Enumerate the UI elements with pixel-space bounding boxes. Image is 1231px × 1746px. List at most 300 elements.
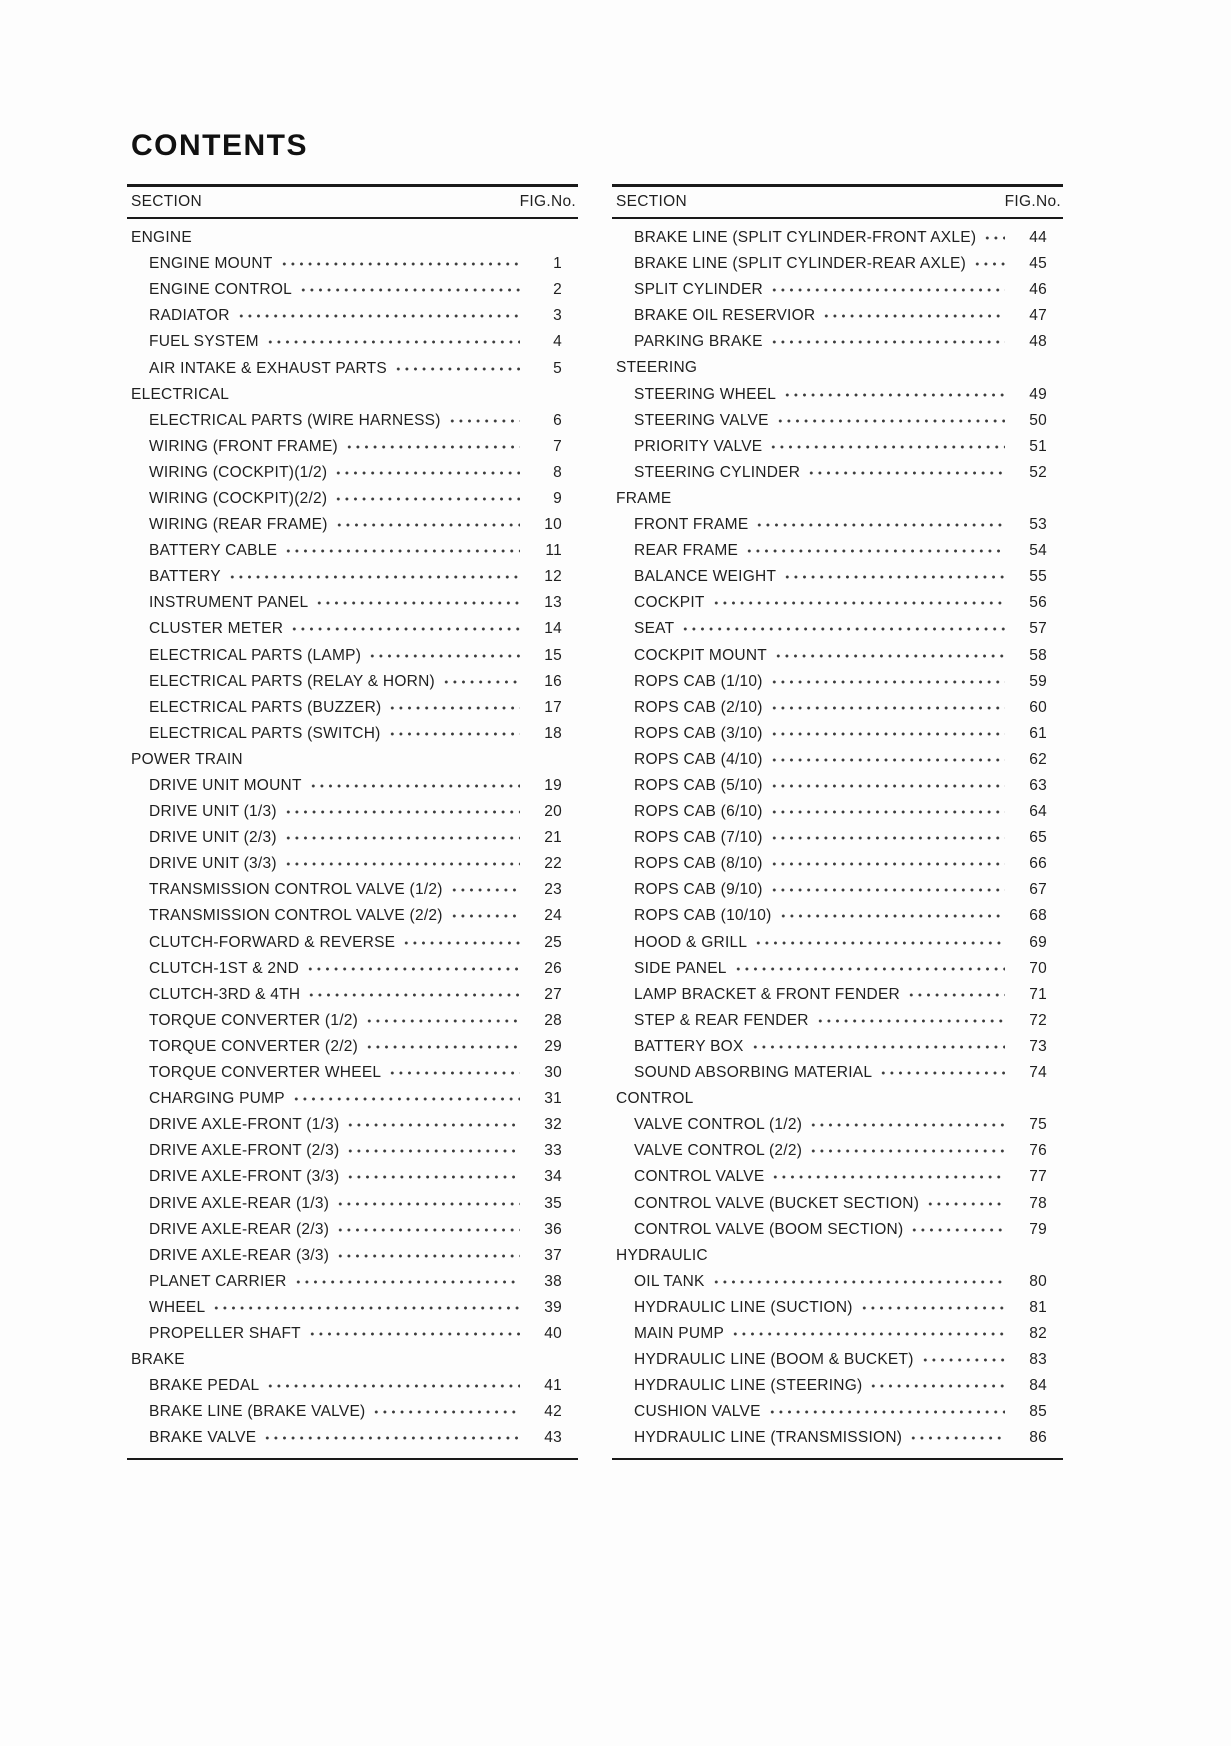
toc-row [612,903,1063,929]
toc-entry-label: ENGINE MOUNT [149,255,273,273]
toc-entry-label: ROPS CAB (4/10) [634,750,763,768]
toc-row [612,329,1063,355]
toc-row [612,721,1063,747]
toc-entry-fig-no: 58 [1029,646,1047,664]
dotted-leader [983,235,1005,241]
dotted-leader [771,1174,1005,1180]
toc-entry-label: DRIVE AXLE-REAR (3/3) [149,1246,330,1264]
toc-entry-label: HYDRAULIC LINE (STEERING) [634,1377,863,1395]
dotted-leader [770,835,1005,841]
dotted-leader [388,1070,520,1076]
dotted-leader [770,861,1005,867]
dotted-leader [768,1409,1005,1415]
toc-entry-label: ROPS CAB (9/10) [634,881,763,899]
toc-group-heading: ENGINE [131,229,192,246]
toc-entry-label: STEERING VALVE [634,411,769,429]
toc-entry-label: WHEEL [149,1298,206,1316]
dotted-leader [336,1253,520,1259]
dotted-leader [712,600,1005,606]
toc-row [127,1243,578,1269]
dotted-leader [879,1070,1005,1076]
dotted-leader [681,626,1005,632]
toc-entry-label: PLANET CARRIER [149,1272,287,1290]
page-title: CONTENTS [131,129,308,162]
toc-row [127,486,578,512]
toc-entry-fig-no: 70 [1029,959,1047,977]
dotted-leader [770,339,1005,345]
dotted-leader [336,1227,520,1233]
toc-entry-fig-no: 71 [1029,985,1047,1003]
toc-entry-label: DRIVE AXLE-FRONT (3/3) [149,1168,340,1186]
toc-entry-label: ROPS CAB (8/10) [634,855,763,873]
toc-entry-label: CLUTCH-1ST & 2ND [149,959,300,977]
toc-row [127,1164,578,1190]
dotted-leader [776,418,1005,424]
toc-list [612,219,1063,1458]
toc-entry-fig-no: 27 [544,985,562,1003]
dotted-leader [770,757,1005,763]
toc-entry-label: WIRING (FRONT FRAME) [149,437,338,455]
toc-entry-fig-no: 86 [1029,1429,1047,1447]
toc-entry-fig-no: 34 [544,1168,562,1186]
toc-entry-fig-no: 73 [1029,1037,1047,1055]
toc-row [127,616,578,642]
toc-entry-label: DRIVE AXLE-FRONT (2/3) [149,1142,340,1160]
toc-row [612,277,1063,303]
toc-row [127,355,578,381]
toc-entry-label: ROPS CAB (10/10) [634,907,772,925]
toc-entry-fig-no: 28 [544,1011,562,1029]
toc-entry-label: CLUSTER METER [149,620,284,638]
toc-entry-label: RADIATOR [149,307,230,325]
column-header-row [127,184,578,219]
toc-entry-fig-no: 77 [1029,1168,1047,1186]
dotted-leader [910,1227,1005,1233]
toc-entry-fig-no: 14 [544,620,562,638]
toc-entry-fig-no: 78 [1029,1194,1047,1212]
toc-entry-fig-no: 18 [544,724,562,742]
toc-list [127,219,578,1458]
toc-entry-fig-no: 45 [1029,255,1047,273]
bottom-rule [127,1458,578,1460]
toc-group-heading: STEERING [616,359,698,377]
toc-row [612,1164,1063,1190]
section-column-header: SECTION [131,193,202,210]
toc-row [612,564,1063,590]
toc-row [127,590,578,616]
toc-entry-fig-no: 6 [553,411,562,429]
contents-column-right [612,184,1063,1460]
toc-entry-label: BATTERY BOX [634,1037,744,1055]
toc-row [612,956,1063,982]
toc-entry-fig-no: 32 [544,1116,562,1134]
toc-entry-fig-no: 59 [1029,672,1047,690]
toc-entry-label: TORQUE CONVERTER WHEEL [149,1064,382,1082]
toc-row [612,669,1063,695]
toc-entry-label: WIRING (REAR FRAME) [149,516,328,534]
toc-entry-label: MAIN PUMP [634,1324,725,1342]
toc-row [127,1425,578,1451]
dotted-leader [770,783,1005,789]
toc-entry-label: ROPS CAB (2/10) [634,698,763,716]
dotted-leader [448,418,520,424]
toc-entry-label: CONTROL VALVE (BOOM SECTION) [634,1220,904,1238]
dotted-leader [284,861,520,867]
toc-row [612,434,1063,460]
dotted-leader [334,496,520,502]
toc-entry-fig-no: 46 [1029,281,1047,299]
toc-entry-fig-no: 12 [544,568,562,586]
toc-entry-fig-no: 22 [544,855,562,873]
toc-row [612,1217,1063,1243]
toc-entry-label: CONTROL VALVE [634,1168,765,1186]
toc-row [127,643,578,669]
toc-entry-label: CLUTCH-3RD & 4TH [149,985,301,1003]
dotted-leader [809,1122,1005,1128]
toc-entry-fig-no: 47 [1029,307,1047,325]
toc-row [612,1269,1063,1295]
toc-entry-fig-no: 82 [1029,1324,1047,1342]
toc-row [612,799,1063,825]
toc-entry-fig-no: 76 [1029,1142,1047,1160]
toc-entry-fig-no: 85 [1029,1403,1047,1421]
toc-row [127,1373,578,1399]
toc-entry-label: REAR FRAME [634,542,739,560]
toc-entry-fig-no: 63 [1029,777,1047,795]
toc-entry-fig-no: 39 [544,1298,562,1316]
toc-entry-label: DRIVE UNIT (3/3) [149,855,277,873]
toc-row [127,669,578,695]
toc-entry-label: HYDRAULIC LINE (BOOM & BUCKET) [634,1351,914,1369]
toc-entry-label: CHARGING PUMP [149,1090,285,1108]
toc-entry-label: HYDRAULIC LINE (SUCTION) [634,1298,853,1316]
toc-entry-fig-no: 13 [544,594,562,612]
toc-entry-fig-no: 9 [553,489,562,507]
toc-entry-label: VALVE CONTROL (2/2) [634,1142,803,1160]
toc-entry-fig-no: 8 [553,463,562,481]
fig-no-column-header: FIG.No. [1004,193,1061,210]
dotted-leader [926,1201,1005,1207]
toc-entry-label: AIR INTAKE & EXHAUST PARTS [149,359,387,377]
toc-row [127,956,578,982]
dotted-leader [973,261,1005,267]
toc-row [127,329,578,355]
toc-group-heading: FRAME [616,489,672,507]
toc-row [127,1399,578,1425]
dotted-leader [284,548,520,554]
dotted-leader [822,313,1005,319]
dotted-leader [394,366,520,372]
toc-entry-fig-no: 30 [544,1064,562,1082]
toc-entry-fig-no: 5 [553,359,562,377]
toc-entry-fig-no: 54 [1029,542,1047,560]
toc-entry-fig-no: 61 [1029,724,1047,742]
dotted-leader [816,1018,1005,1024]
toc-entry-label: BRAKE PEDAL [149,1377,260,1395]
dotted-leader [365,1018,520,1024]
toc-row [612,930,1063,956]
toc-entry-label: TORQUE CONVERTER (2/2) [149,1037,359,1055]
toc-row [612,251,1063,277]
toc-group-heading: BRAKE [131,1351,185,1369]
toc-entry-fig-no: 64 [1029,803,1047,821]
toc-entry-label: LAMP BRACKET & FRONT FENDER [634,985,900,1003]
toc-row [127,1295,578,1321]
toc-row [127,877,578,903]
toc-entry-fig-no: 42 [544,1403,562,1421]
dotted-leader [365,1044,520,1050]
dotted-leader [299,287,520,293]
toc-entry-label: SOUND ABSORBING MATERIAL [634,1064,873,1082]
toc-entry-fig-no: 20 [544,803,562,821]
toc-entry-fig-no: 57 [1029,620,1047,638]
toc-row [612,1425,1063,1451]
dotted-leader [783,574,1005,580]
toc-entry-label: HYDRAULIC LINE (TRANSMISSION) [634,1429,903,1447]
toc-entry-fig-no: 83 [1029,1351,1047,1369]
toc-row [127,1138,578,1164]
toc-entry-label: BRAKE VALVE [149,1429,257,1447]
toc-entry-label: STEERING WHEEL [634,385,777,403]
dotted-leader [280,261,520,267]
toc-entry-fig-no: 60 [1029,698,1047,716]
toc-entry-fig-no: 7 [553,437,562,455]
toc-entry-fig-no: 69 [1029,933,1047,951]
toc-entry-fig-no: 79 [1029,1220,1047,1238]
contents-column-left [127,184,578,1460]
toc-entry-fig-no: 19 [544,777,562,795]
toc-entry-label: CONTROL VALVE (BUCKET SECTION) [634,1194,920,1212]
toc-entry-fig-no: 17 [544,698,562,716]
toc-entry-label: PROPELLER SHAFT [149,1324,301,1342]
toc-entry-label: COCKPIT [634,594,705,612]
dotted-leader [770,679,1005,685]
toc-entry-fig-no: 44 [1029,229,1047,247]
toc-row [612,747,1063,773]
toc-row [612,982,1063,1008]
dotted-leader [292,1096,520,1102]
toc-entry-label: DRIVE UNIT (2/3) [149,829,277,847]
contents-page [127,130,1064,1460]
toc-row [612,590,1063,616]
toc-row [127,434,578,460]
toc-entry-label: PRIORITY VALVE [634,437,763,455]
dotted-leader [334,470,520,476]
toc-entry-fig-no: 74 [1029,1064,1047,1082]
toc-entry-fig-no: 23 [544,881,562,899]
toc-entry-fig-no: 56 [1029,594,1047,612]
toc-row [612,303,1063,329]
toc-entry-fig-no: 53 [1029,516,1047,534]
toc-row [127,695,578,721]
dotted-leader [284,809,520,815]
toc-entry-label: VALVE CONTROL (1/2) [634,1116,803,1134]
toc-group-heading: CONTROL [616,1090,694,1108]
toc-row [127,538,578,564]
toc-row [127,1269,578,1295]
toc-row [127,1190,578,1216]
dotted-leader [755,522,1005,528]
dotted-leader [769,444,1005,450]
toc-entry-fig-no: 1 [553,255,562,273]
dotted-leader [346,1174,520,1180]
contents-columns [127,184,1064,1460]
dotted-leader [442,679,520,685]
toc-row [612,1190,1063,1216]
toc-row [612,538,1063,564]
toc-entry-label: DRIVE AXLE-FRONT (1/3) [149,1116,340,1134]
toc-row [612,408,1063,434]
toc-entry-fig-no: 48 [1029,333,1047,351]
dotted-leader [266,339,520,345]
toc-entry-label: PARKING BRAKE [634,333,763,351]
toc-row [127,1112,578,1138]
toc-row [612,1034,1063,1060]
dotted-leader [368,653,520,659]
toc-entry-fig-no: 40 [544,1324,562,1342]
toc-entry-fig-no: 66 [1029,855,1047,873]
toc-entry-label: ROPS CAB (7/10) [634,829,763,847]
toc-entry-fig-no: 33 [544,1142,562,1160]
toc-entry-fig-no: 21 [544,829,562,847]
dotted-leader [402,940,520,946]
dotted-leader [336,1201,520,1207]
dotted-leader [731,1331,1005,1337]
toc-row [612,851,1063,877]
dotted-leader [335,522,520,528]
toc-entry-label: ENGINE CONTROL [149,281,293,299]
dotted-leader [263,1435,520,1441]
toc-entry-label: ROPS CAB (3/10) [634,724,763,742]
dotted-leader [228,574,520,580]
dotted-leader [734,966,1005,972]
toc-entry-label: ROPS CAB (5/10) [634,777,763,795]
toc-entry-fig-no: 31 [544,1090,562,1108]
toc-row [127,773,578,799]
toc-row [612,1008,1063,1034]
toc-entry-label: DRIVE AXLE-REAR (2/3) [149,1220,330,1238]
dotted-leader [909,1435,1005,1441]
toc-entry-label: TORQUE CONVERTER (1/2) [149,1011,359,1029]
toc-row [127,408,578,434]
toc-row [612,1321,1063,1347]
toc-row [127,1008,578,1034]
toc-entry-fig-no: 49 [1029,385,1047,403]
toc-entry-fig-no: 3 [553,307,562,325]
toc-entry-fig-no: 80 [1029,1272,1047,1290]
toc-entry-fig-no: 55 [1029,568,1047,586]
dotted-leader [450,913,520,919]
dotted-leader [290,626,520,632]
dotted-leader [770,705,1005,711]
dotted-leader [770,809,1005,815]
toc-entry-label: OIL TANK [634,1272,705,1290]
toc-entry-label: CUSHION VALVE [634,1403,761,1421]
toc-entry-fig-no: 16 [544,672,562,690]
dotted-leader [346,1148,520,1154]
toc-row [612,616,1063,642]
toc-entry-fig-no: 50 [1029,411,1047,429]
toc-row [612,1399,1063,1425]
toc-row [612,1347,1063,1373]
toc-entry-label: ELECTRICAL PARTS (LAMP) [149,646,362,664]
toc-entry-label: BATTERY [149,568,221,586]
toc-entry-fig-no: 25 [544,933,562,951]
toc-group-heading: HYDRAULIC [616,1246,708,1264]
toc-row [612,1295,1063,1321]
toc-row [127,251,578,277]
toc-row [127,930,578,956]
toc-row [127,1060,578,1086]
toc-group-heading: ELECTRICAL [131,385,230,403]
toc-row [612,1138,1063,1164]
toc-row [612,1373,1063,1399]
dotted-leader [308,1331,520,1337]
dotted-leader [754,940,1005,946]
dotted-leader [869,1383,1005,1389]
toc-entry-label: ROPS CAB (1/10) [634,672,763,690]
toc-entry-fig-no: 72 [1029,1011,1047,1029]
toc-entry-fig-no: 29 [544,1037,562,1055]
toc-row [612,643,1063,669]
dotted-leader [294,1279,520,1285]
toc-entry-label: HOOD & GRILL [634,933,748,951]
dotted-leader [309,783,520,789]
dotted-leader [237,313,520,319]
toc-entry-fig-no: 38 [544,1272,562,1290]
dotted-leader [809,1148,1005,1154]
toc-entry-label: CLUTCH-FORWARD & REVERSE [149,933,396,951]
toc-entry-label: DRIVE AXLE-REAR (1/3) [149,1194,330,1212]
toc-entry-fig-no: 51 [1029,437,1047,455]
toc-entry-fig-no: 2 [553,281,562,299]
toc-entry-label: WIRING (COCKPIT)(2/2) [149,489,328,507]
toc-row [612,1112,1063,1138]
dotted-leader [751,1044,1005,1050]
toc-entry-label: SIDE PANEL [634,959,727,977]
bottom-rule [612,1458,1063,1460]
toc-entry-fig-no: 36 [544,1220,562,1238]
toc-row [612,825,1063,851]
toc-row [127,1321,578,1347]
toc-row [127,1217,578,1243]
toc-entry-fig-no: 62 [1029,750,1047,768]
toc-row [127,799,578,825]
toc-entry-label: SEAT [634,620,675,638]
dotted-leader [770,287,1005,293]
toc-entry-label: TRANSMISSION CONTROL VALVE (2/2) [149,907,443,925]
toc-entry-label: BRAKE LINE (BRAKE VALVE) [149,1403,366,1421]
dotted-leader [450,887,520,893]
dotted-leader [770,887,1005,893]
toc-row [127,1034,578,1060]
toc-row [612,382,1063,408]
dotted-leader [372,1409,520,1415]
toc-entry-label: WIRING (COCKPIT)(1/2) [149,463,328,481]
dotted-leader [266,1383,520,1389]
toc-group-heading: POWER TRAIN [131,750,243,768]
toc-row [612,512,1063,538]
toc-row [127,851,578,877]
toc-row [612,1060,1063,1086]
column-header-row [612,184,1063,219]
dotted-leader [284,835,520,841]
dotted-leader [807,470,1005,476]
toc-entry-fig-no: 67 [1029,881,1047,899]
toc-entry-label: COCKPIT MOUNT [634,646,767,664]
dotted-leader [779,913,1005,919]
toc-entry-fig-no: 81 [1029,1298,1047,1316]
